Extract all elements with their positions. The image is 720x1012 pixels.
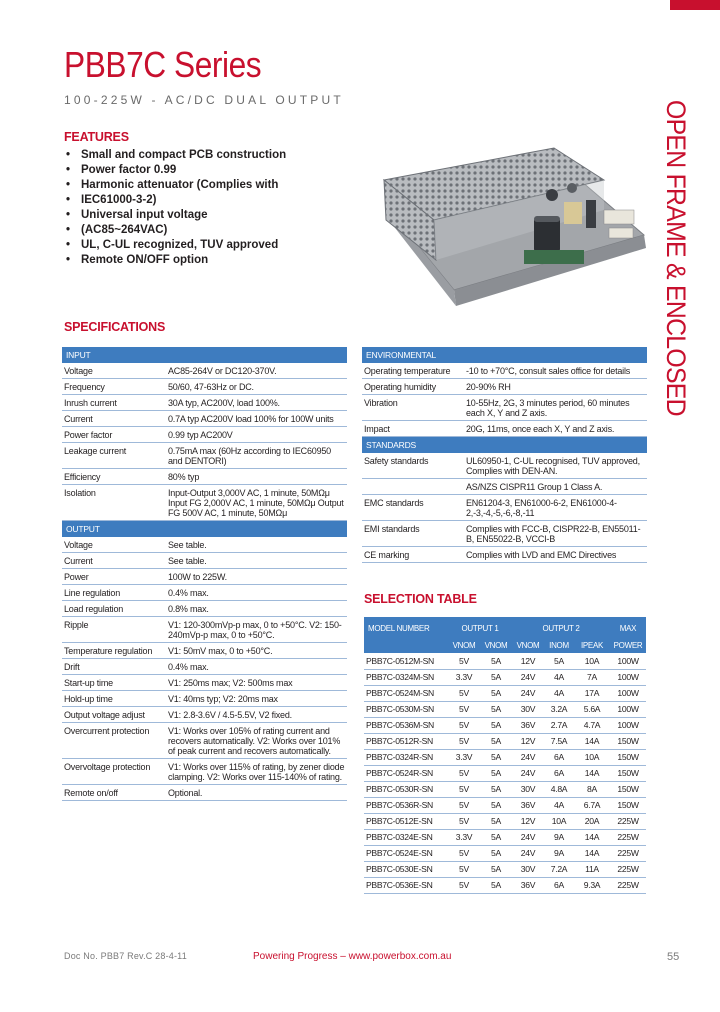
table-cell: 5A [480,877,512,893]
output1-header: OUTPUT 1 [448,617,512,639]
spec-table-right [362,347,647,563]
table-cell: 6.7A [574,797,610,813]
table-cell: 24V [512,845,544,861]
footer-tagline-link[interactable]: Powering Progress – www.powerbox.com.au [253,951,452,962]
model-number-cell: PBB7C-0524R-SN [364,765,448,781]
feature-item: • Remote ON/OFF option [64,253,286,268]
feature-item: • Power factor 0.99 [64,163,286,178]
table-cell: 10A [574,749,610,765]
table-cell: 5V [448,717,480,733]
table-cell: 2.7A [544,717,574,733]
table-cell: 14A [574,829,610,845]
table-cell: 9.3A [574,877,610,893]
table-row [364,877,646,893]
spec-name: Ripple [62,617,166,643]
table-cell: 20A [574,813,610,829]
model-number-header: MODEL NUMBER [364,617,448,639]
table-cell: 8A [574,781,610,797]
spec-name: Impact [362,421,464,437]
spec-value: V1: 120-300mVp-p max, 0 to +50°C. V2: 150-240mVp-p max, 0 to +50°C. [166,617,347,643]
spec-value: Optional. [166,785,347,801]
table-cell: 30V [512,861,544,877]
features-list [64,148,286,268]
table-cell: 100W [610,669,646,685]
feature-item-continuation: • IEC61000-3-2) [64,193,286,208]
max-header: MAX [610,617,646,639]
table-cell: 5A [480,685,512,701]
power-supply-product-image [364,140,654,310]
spec-name: Power factor [62,427,166,443]
table-cell: 14A [574,765,610,781]
spec-value: See table. [166,537,347,553]
table-cell: 7A [574,669,610,685]
inom1-header: VNOM [480,639,512,653]
table-cell: 150W [610,797,646,813]
table-cell: 5V [448,781,480,797]
output-section-header: OUTPUT [62,521,347,538]
spec-value: 80% typ [166,469,347,485]
table-cell: 5A [480,669,512,685]
table-cell: 14A [574,733,610,749]
spec-value: V1: 40ms typ; V2: 20ms max [166,691,347,707]
spec-value: Complies with LVD and EMC Directives [464,547,647,563]
table-cell: 5A [480,717,512,733]
table-cell: 9A [544,829,574,845]
table-cell: 7.2A [544,861,574,877]
model-number-cell: PBB7C-0324R-SN [364,749,448,765]
model-number-cell: PBB7C-0512M-SN [364,653,448,669]
selection-table-body [364,653,646,893]
spec-name: EMC standards [362,495,464,521]
table-cell: 24V [512,829,544,845]
table-cell: 4A [544,797,574,813]
page-number: 55 [667,951,680,963]
table-cell: 5A [480,813,512,829]
inom2-header: INOM [544,639,574,653]
spec-name: Isolation [62,485,166,521]
spec-name: Current [62,411,166,427]
table-cell: 5V [448,861,480,877]
model-number-cell: PBB7C-0530E-SN [364,861,448,877]
spec-name: Temperature regulation [62,643,166,659]
spec-name: Vibration [362,395,464,421]
table-cell: 5A [480,749,512,765]
spec-name: Hold-up time [62,691,166,707]
corner-accent-bar [670,0,720,10]
table-row [364,653,646,669]
table-cell: 5A [480,653,512,669]
table-cell: 24V [512,749,544,765]
table-cell: 9A [544,845,574,861]
table-cell: 150W [610,749,646,765]
page-subtitle: 100-225W - AC/DC DUAL OUTPUT [64,93,344,107]
spec-name: Drift [62,659,166,675]
feature-item-continuation: • (AC85~264VAC) [64,223,286,238]
table-cell: 12V [512,733,544,749]
specifications-heading: SPECIFICATIONS [64,320,166,334]
table-row [364,861,646,877]
side-label-text: OPEN FRAME & ENCLOSED [661,100,691,416]
feature-item: • UL, C-UL recognized, TUV approved [64,238,286,253]
spec-name: Frequency [62,379,166,395]
table-cell: 225W [610,845,646,861]
table-cell: 5A [480,781,512,797]
spec-value: See table. [166,553,347,569]
spec-name: Operating temperature [362,363,464,379]
table-cell: 30V [512,701,544,717]
spec-name: CE marking [362,547,464,563]
spec-name: Inrush current [62,395,166,411]
standards-section-header: STANDARDS [362,437,647,454]
table-cell: 100W [610,653,646,669]
feature-item: • Universal input voltage [64,208,286,223]
model-number-cell: PBB7C-0524E-SN [364,845,448,861]
features-heading: FEATURES [64,130,129,144]
feature-item: • Small and compact PCB construction [64,148,286,163]
spec-value: 0.7A typ AC200V load 100% for 100W units [166,411,347,427]
spec-value: V1: Works over 105% of rating current and recovers automatically. V2: Works over 101% of peak current and recovers automatically. [166,723,347,759]
power-header: POWER [610,639,646,653]
table-cell: 100W [610,701,646,717]
vnom1-header: VNOM [448,639,480,653]
table-cell: 5V [448,813,480,829]
table-cell: 100W [610,685,646,701]
model-number-cell: PBB7C-0324E-SN [364,829,448,845]
table-cell: 225W [610,813,646,829]
table-cell: 12V [512,813,544,829]
table-row [364,701,646,717]
table-cell: 3.3V [448,669,480,685]
table-cell: 12V [512,653,544,669]
spec-value: 50/60, 47-63Hz or DC. [166,379,347,395]
document-number: Doc No. PBB7 Rev.C 28-4-11 [64,951,187,961]
spec-value: 0.4% max. [166,659,347,675]
model-number-cell: PBB7C-0324M-SN [364,669,448,685]
table-cell: 36V [512,877,544,893]
spec-value: 100W to 225W. [166,569,347,585]
model-number-cell: PBB7C-0536R-SN [364,797,448,813]
table-cell: 5A [480,797,512,813]
table-cell: 150W [610,781,646,797]
table-row [364,781,646,797]
spec-name: Leakage current [62,443,166,469]
table-cell: 3.3V [448,829,480,845]
table-cell: 24V [512,685,544,701]
table-cell: 5A [544,653,574,669]
feature-item: • Harmonic attenuator (Complies with [64,178,286,193]
model-number-cell: PBB7C-0536M-SN [364,717,448,733]
table-cell: 5A [480,733,512,749]
spec-name: Power [62,569,166,585]
table-row [364,717,646,733]
spec-value: V1: Works over 115% of rating, by zener diode clamping. V2: Works over 115-140% of rating. [166,759,347,785]
table-cell: 17A [574,685,610,701]
table-cell: 5V [448,685,480,701]
spec-value: Input-Output 3,000V AC, 1 minute, 50MΩμ Input FG 2,000V AC, 1 minute, 50MΩμ Output FG 500V AC, 1 minute, 50MΩμ [166,485,347,521]
table-cell: 5V [448,845,480,861]
table-cell: 3.2A [544,701,574,717]
model-number-cell: PBB7C-0512E-SN [364,813,448,829]
spec-name [362,479,464,495]
table-cell: 6A [544,877,574,893]
spec-value: V1: 50mV max, 0 to +50°C. [166,643,347,659]
table-cell: 36V [512,717,544,733]
model-number-cell: PBB7C-0512R-SN [364,733,448,749]
model-number-cell: PBB7C-0536E-SN [364,877,448,893]
table-cell: 10A [544,813,574,829]
spec-name: Overvoltage protection [62,759,166,785]
spec-value: -10 to +70°C, consult sales office for details [464,363,647,379]
input-section-header: INPUT [62,347,347,363]
vnom2-header: VNOM [512,639,544,653]
spec-value: 30A typ, AC200V, load 100%. [166,395,347,411]
spec-name: Remote on/off [62,785,166,801]
spec-table-left [62,347,347,801]
spec-value: 0.75mA max (60Hz according to IEC60950 and DENTORI) [166,443,347,469]
spec-name: Efficiency [62,469,166,485]
table-cell: 24V [512,765,544,781]
spec-name: Safety standards [362,453,464,479]
spec-name: EMI standards [362,521,464,547]
table-cell: 4A [544,685,574,701]
table-cell: 5V [448,797,480,813]
spec-value: 10-55Hz, 2G, 3 minutes period, 60 minutes each X, Y and Z axis. [464,395,647,421]
model-number-cell: PBB7C-0530M-SN [364,701,448,717]
spec-name: Start-up time [62,675,166,691]
spec-value: AS/NZS CISPR11 Group 1 Class A. [464,479,647,495]
spec-value: V1: 2.8-3.6V / 4.5-5.5V, V2 fixed. [166,707,347,723]
spec-name: Output voltage adjust [62,707,166,723]
spec-value: 0.4% max. [166,585,347,601]
table-row [364,765,646,781]
selection-table [364,617,646,894]
model-number-cell: PBB7C-0524M-SN [364,685,448,701]
output2-header: OUTPUT 2 [512,617,610,639]
table-cell: 5A [480,845,512,861]
spec-value: AC85-264V or DC120-370V. [166,363,347,379]
table-cell: 4.7A [574,717,610,733]
table-row [364,829,646,845]
spec-name: Voltage [62,363,166,379]
table-cell: 4A [544,669,574,685]
table-cell: 5V [448,733,480,749]
table-row [364,797,646,813]
spec-value: Complies with FCC-B, CISPR22-B, EN55011-B, EN55022-B, VCCI-B [464,521,647,547]
spec-value: V1: 250ms max; V2: 500ms max [166,675,347,691]
table-cell: 6A [544,749,574,765]
table-cell: 150W [610,765,646,781]
spec-name: Load regulation [62,601,166,617]
table-row [364,685,646,701]
model-number-cell: PBB7C-0530R-SN [364,781,448,797]
table-cell: 14A [574,845,610,861]
table-cell: 30V [512,781,544,797]
table-cell: 24V [512,669,544,685]
table-cell: 100W [610,717,646,733]
table-cell: 5V [448,765,480,781]
table-cell: 5A [480,701,512,717]
table-cell: 5V [448,653,480,669]
spec-name: Overcurrent protection [62,723,166,759]
table-cell: 5A [480,861,512,877]
spec-name: Line regulation [62,585,166,601]
table-cell: 225W [610,861,646,877]
table-cell: 5.6A [574,701,610,717]
table-cell: 225W [610,829,646,845]
table-cell: 150W [610,733,646,749]
table-cell: 4.8A [544,781,574,797]
spec-value: 0.99 typ AC200V [166,427,347,443]
table-cell: 5V [448,701,480,717]
table-cell: 3.3V [448,749,480,765]
table-cell: 6A [544,765,574,781]
page-title: PBB7C Series [64,44,262,85]
table-cell: 11A [574,861,610,877]
spec-value: EN61204-3, EN61000-6-2, EN61000-4-2,-3,-4,-5,-6,-8,-11 [464,495,647,521]
table-cell: 225W [610,877,646,893]
table-row [364,749,646,765]
table-row [364,669,646,685]
environmental-section-header: ENVIRONMENTAL [362,347,647,363]
table-cell: 36V [512,797,544,813]
table-row [364,845,646,861]
spec-name: Current [62,553,166,569]
table-cell: 5A [480,765,512,781]
spec-name: Voltage [62,537,166,553]
spec-value: 0.8% max. [166,601,347,617]
spec-value: 20G, 11ms, once each X, Y and Z axis. [464,421,647,437]
spec-value: UL60950-1, C-UL recognised, TUV approved, Complies with DEN-AN. [464,453,647,479]
ipeak-header: IPEAK [574,639,610,653]
side-label [660,100,700,440]
table-cell: 5V [448,877,480,893]
selection-table-heading: SELECTION TABLE [364,592,477,606]
table-cell: 5A [480,829,512,845]
spec-name: Operating humidity [362,379,464,395]
table-row [364,813,646,829]
table-row [364,733,646,749]
spec-value: 20-90% RH [464,379,647,395]
table-cell: 7.5A [544,733,574,749]
table-cell: 10A [574,653,610,669]
